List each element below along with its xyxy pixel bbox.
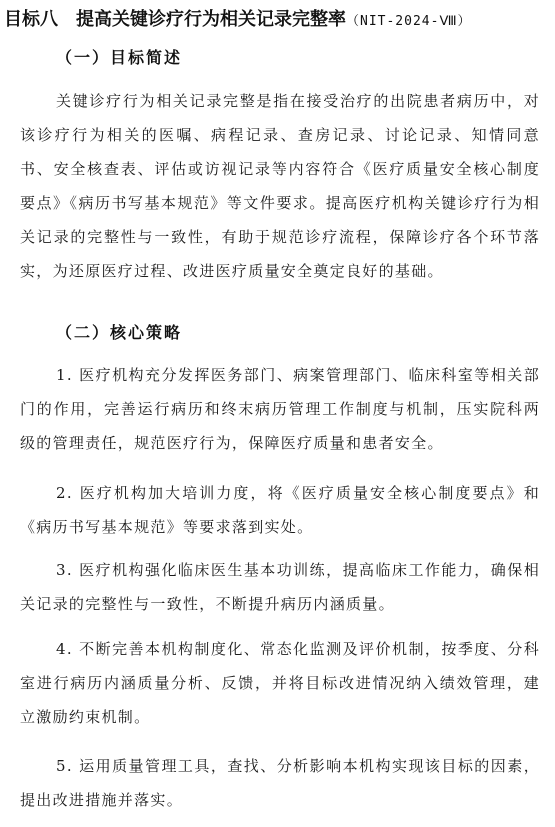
section-heading-overview: （一）目标简述 [56,48,183,67]
strategy-item-4: 4. 不断完善本机构制度化、常态化监测及评价机制，按季度、分科室进行病历内涵质量分析、反馈，并将目标改进情况纳入绩效管理，建立激励约束机制。 [20,640,540,726]
section-heading-strategy: （二）核心策略 [56,323,183,342]
strategy-item-3: 3. 医疗机构强化临床医生基本功训练，提高临床工作能力，确保相关记录的完整性与一致性，不断提升病历内涵质量。 [20,561,540,613]
strategy-item-2: 2. 医疗机构加大培训力度，将《医疗质量安全核心制度要点》和《病历书写基本规范》等要求落到实处。 [20,484,540,536]
strategy-item-1: 1. 医疗机构充分发挥医务部门、病案管理部门、临床科室等相关部门的作用，完善运行病历和终末病历管理工作制度与机制，压实院科两级的管理责任，规范医疗行为，保障医疗质量和患者安全。 [20,366,540,452]
strategy-item-5: 5. 运用质量管理工具，查找、分析影响本机构实现该目标的因素，提出改进措施并落实。 [20,757,540,809]
page-title [4,7,552,35]
overview-paragraph: 关键诊疗行为相关记录完整是指在接受治疗的出院患者病历中，对该诊疗行为相关的医嘱、病程记录、查房记录、讨论记录、知情同意书、安全核查表、评估或访视记录等内容符合《医疗质量安全核心制度要点》《病历书写基本规范》等文件要求。提高医疗机构关键诊疗行为相关记录的完整性与一致性，有助于规范诊疗流程，保障诊疗各个环节落实，为还原医疗过程、改进医疗质量安全奠定良好的基础。 [20,92,540,280]
title-code: （NIT-2024-Ⅷ） [346,14,472,29]
title-main: 目标八 提高关键诊疗行为相关记录完整率 [4,9,346,30]
